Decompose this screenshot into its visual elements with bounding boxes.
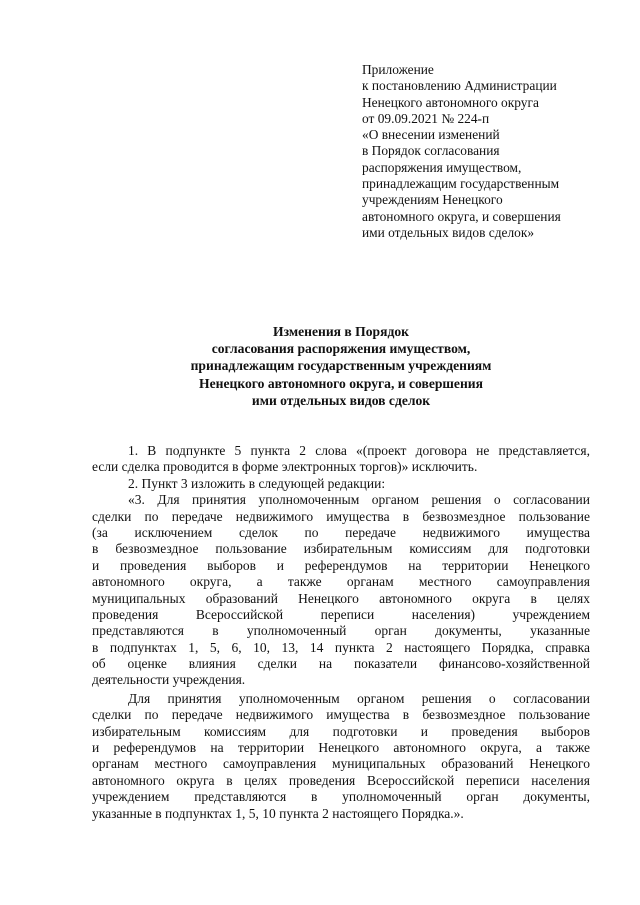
text-line: если сделка проводится в форме электронных торгов)» исключить.: [92, 459, 478, 475]
text-line: (за исключением сделок по передаче недвижимого имущества: [92, 524, 590, 540]
appendix-line: принадлежащим государственным: [362, 176, 560, 192]
appendix-line: автономного округа, и совершения: [362, 208, 561, 224]
document-title: [92, 323, 590, 409]
appendix-line: от 09.09.2021 № 224-п: [362, 110, 490, 126]
title-line: принадлежащим государственным учреждениям: [190, 358, 492, 374]
text-line: сделки по передаче недвижимого имущества в безвозмездное пользование: [92, 508, 590, 524]
appendix-line: в Порядок согласования: [362, 143, 500, 159]
text-line: Для принятия уполномоченным органом решения о согласовании: [128, 690, 590, 706]
title-line: согласования распоряжения имуществом,: [211, 341, 471, 357]
paragraph-item-4-new-text: [92, 691, 590, 822]
text-line: 2. Пункт 3 изложить в следующей редакции:: [128, 475, 386, 491]
appendix-line: «О внесении изменений: [362, 127, 500, 143]
text-line: автономного округа в целях проведения Всероссийской переписи населения: [92, 772, 590, 788]
text-line: представляются в уполномоченный орган документы, указанные: [92, 623, 590, 639]
text-line: 1. В подпункте 5 пункта 2 слова «(проект договора не представляется,: [128, 443, 590, 458]
text-line: сделки по передаче недвижимого имущества в безвозмездное пользование: [92, 707, 590, 723]
text-line: муниципальных образований Ненецкого автономного округа в целях: [92, 590, 590, 606]
text-line: и референдумов на территории Ненецкого автономного округа, а также: [92, 740, 590, 756]
text-line: органам местного самоуправления муниципальных образований Ненецкого: [92, 756, 590, 772]
text-line: «3. Для принятия уполномоченным органом решения о согласовании: [128, 492, 590, 508]
text-line: в подпунктах 1, 5, 6, 10, 13, 14 пункта 2 настоящего Порядка, справка: [92, 639, 590, 655]
paragraph-item-3-new-text: [92, 492, 590, 689]
appendix-line: ими отдельных видов сделок»: [362, 224, 535, 240]
text-line: и проведения выборов и референдумов на территории Ненецкого: [92, 557, 590, 573]
appendix-line: Приложение: [362, 62, 434, 77]
appendix-line: к постановлению Администрации: [362, 78, 557, 94]
text-line: указанные в подпунктах 1, 5, 10 пункта 2 настоящего Порядка.».: [92, 805, 464, 821]
text-line: деятельности учреждения.: [92, 672, 246, 688]
text-line: об оценке влияния сделки на показатели финансово-хозяйственной: [92, 656, 590, 672]
title-line: Ненецкого автономного округа, и совершения: [199, 375, 483, 391]
text-line: проведения Всероссийской переписи населения) учреждением: [92, 606, 590, 622]
text-line: в безвозмездное пользование избирательным комиссиям для подготовки: [92, 541, 590, 557]
document-body: [92, 443, 590, 822]
appendix-header: [362, 62, 602, 241]
appendix-line: Ненецкого автономного округа: [362, 94, 539, 110]
appendix-line: учреждениям Ненецкого: [362, 192, 503, 208]
title-line: Изменения в Порядок: [273, 324, 409, 339]
appendix-line: распоряжения имуществом,: [362, 159, 522, 175]
text-line: автономного округа, а также органам местного самоуправления: [92, 574, 590, 590]
paragraph-item-1: [92, 443, 590, 476]
title-line: ими отдельных видов сделок: [251, 392, 431, 408]
paragraph-item-2: [92, 476, 590, 492]
text-line: учреждением представляются в уполномоченный орган документы,: [92, 789, 590, 805]
text-line: избирательным комиссиям для подготовки и проведения выборов: [92, 723, 590, 739]
